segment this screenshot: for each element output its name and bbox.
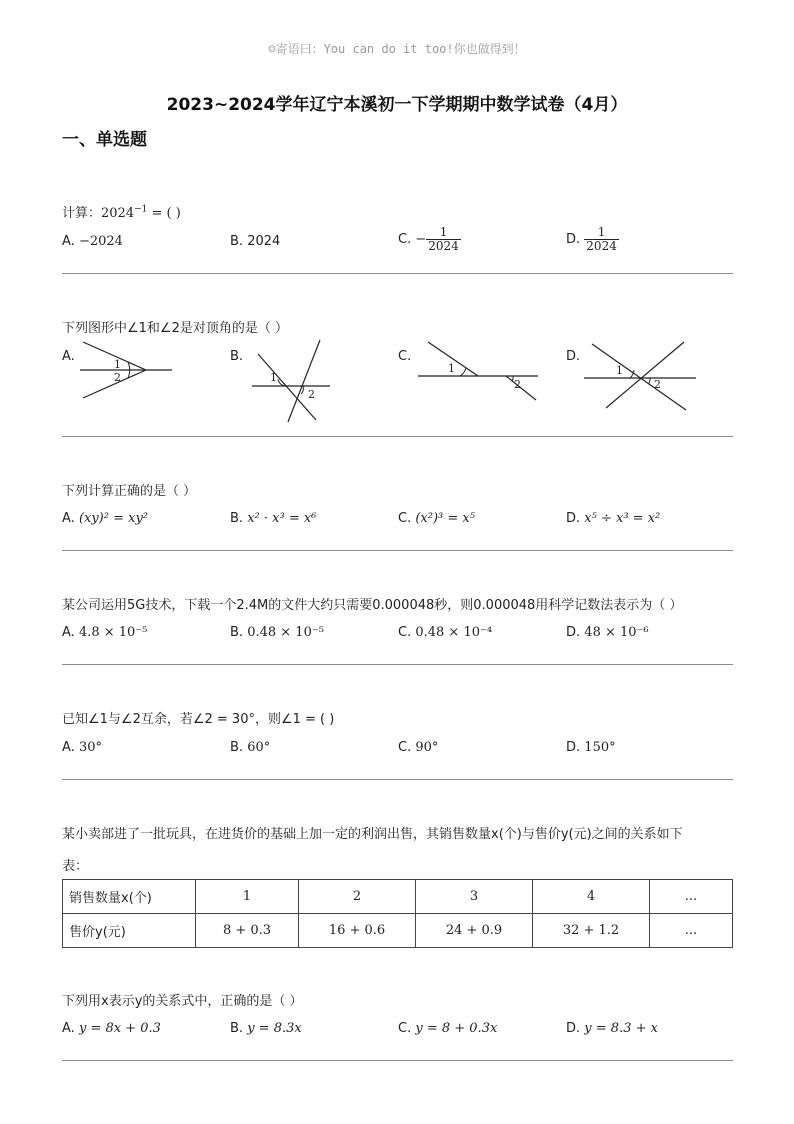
- question-2-option-d[interactable]: D.: [566, 349, 581, 364]
- divider: [62, 273, 733, 274]
- question-4-stem: 某公司运用5G技术，下载一个2.4M的文件大约只需要0.000048秒，则0.000048用科学记数法表示为（ ）: [62, 598, 683, 613]
- section-heading: 一、单选题: [62, 130, 147, 150]
- question-3-option-c[interactable]: C. (x²)³ = x⁵: [398, 511, 475, 526]
- question-6-option-a[interactable]: A. y = 8x + 0.3: [62, 1021, 161, 1036]
- question-6-stem-line-1: 某小卖部进了一批玩具，在进货价的基础上加一定的利润出售，其销售数量x(个)与售价y(元)之间的关系如下: [62, 827, 683, 842]
- svg-text:1: 1: [448, 362, 455, 375]
- divider: [62, 779, 733, 780]
- question-1-option-b[interactable]: B. 2024: [230, 234, 281, 249]
- question-1-option-d[interactable]: D. $\frac{1}{2024}$: [566, 225, 617, 253]
- question-1-option-c[interactable]: C. − $\frac{1}{2024}$: [398, 225, 459, 253]
- figure-b-angles: [248, 338, 338, 424]
- table-cell: 24 + 0.9: [416, 914, 533, 948]
- question-4-option-b[interactable]: B. 0.48 × 10⁻⁵: [230, 625, 324, 640]
- question-4-option-c[interactable]: C. 0.48 × 10⁻⁴: [398, 625, 493, 640]
- question-2-option-c[interactable]: C.: [398, 349, 412, 364]
- question-5-option-c[interactable]: C. 90°: [398, 740, 439, 755]
- svg-text:2: 2: [654, 378, 661, 391]
- figure-d-angles: [584, 338, 700, 414]
- table-cell: ...: [650, 880, 733, 914]
- divider: [62, 550, 733, 551]
- divider: [62, 436, 733, 437]
- question-6-sub-stem: 下列用x表示y的关系式中，正确的是（ ）: [62, 994, 303, 1009]
- value-table: [62, 879, 733, 948]
- question-6-option-c[interactable]: C. y = 8 + 0.3x: [398, 1021, 498, 1036]
- svg-text:2: 2: [114, 371, 121, 384]
- question-1-option-a[interactable]: A. −2024: [62, 234, 123, 249]
- question-6-option-d[interactable]: D. y = 8.3 + x: [566, 1021, 658, 1036]
- question-2-option-b[interactable]: B.: [230, 349, 244, 364]
- divider: [62, 664, 733, 665]
- question-3-option-b[interactable]: B. x² · x³ = x⁶: [230, 511, 317, 526]
- question-2-stem: 下列图形中∠1和∠2是对顶角的是（ ）: [62, 321, 288, 336]
- table-cell: 4: [533, 880, 650, 914]
- svg-text:1: 1: [616, 364, 623, 377]
- question-6-option-b[interactable]: B. y = 8.3x: [230, 1021, 302, 1036]
- question-4-option-d[interactable]: D. 48 × 10⁻⁶: [566, 625, 649, 640]
- figure-c-angles: [416, 338, 542, 406]
- table-cell: 3: [416, 880, 533, 914]
- page-header-motto: ☺寄语曰：You can do it too!你也做得到！: [268, 42, 526, 56]
- question-1-stem: 计算：$2024^{-1}$ = ( ): [62, 204, 181, 221]
- table-cell: ...: [650, 914, 733, 948]
- svg-text:2: 2: [308, 388, 315, 401]
- svg-text:2: 2: [514, 378, 521, 391]
- table-row: [63, 914, 733, 948]
- question-2-option-a[interactable]: A.: [62, 349, 75, 364]
- question-6-stem-line-2: 表：: [62, 859, 89, 874]
- table-cell: 8 + 0.3: [196, 914, 299, 948]
- table-row: [63, 880, 733, 914]
- question-3-option-a[interactable]: A. (xy)² = xy²: [62, 511, 149, 526]
- question-5-option-a[interactable]: A. 30°: [62, 740, 102, 755]
- svg-text:1: 1: [114, 358, 121, 371]
- question-5-stem: 已知∠1与∠2互余，若∠2 = 30°，则∠1 = ( ): [62, 712, 335, 727]
- exam-title: 2023~2024学年辽宁本溪初一下学期期中数学试卷（4月）: [166, 95, 628, 115]
- table-cell: 1: [196, 880, 299, 914]
- question-5-option-d[interactable]: D. 150°: [566, 740, 616, 755]
- table-row-header: 销售数量x(个): [63, 880, 196, 914]
- fraction: $\frac{1}{2024}$: [586, 225, 617, 253]
- fraction: $\frac{1}{2024}$: [428, 225, 459, 253]
- question-4-option-a[interactable]: A. 4.8 × 10⁻⁵: [62, 625, 148, 640]
- question-5-option-b[interactable]: B. 60°: [230, 740, 271, 755]
- figure-a-angles: [80, 338, 180, 408]
- table-cell: 2: [299, 880, 416, 914]
- table-row-header: 售价y(元): [63, 914, 196, 948]
- table-cell: 32 + 1.2: [533, 914, 650, 948]
- svg-text:1: 1: [270, 371, 277, 384]
- divider: [62, 1060, 733, 1061]
- question-3-stem: 下列计算正确的是（ ）: [62, 484, 197, 499]
- question-3-option-d[interactable]: D. x⁵ ÷ x³ = x²: [566, 511, 661, 526]
- table-cell: 16 + 0.6: [299, 914, 416, 948]
